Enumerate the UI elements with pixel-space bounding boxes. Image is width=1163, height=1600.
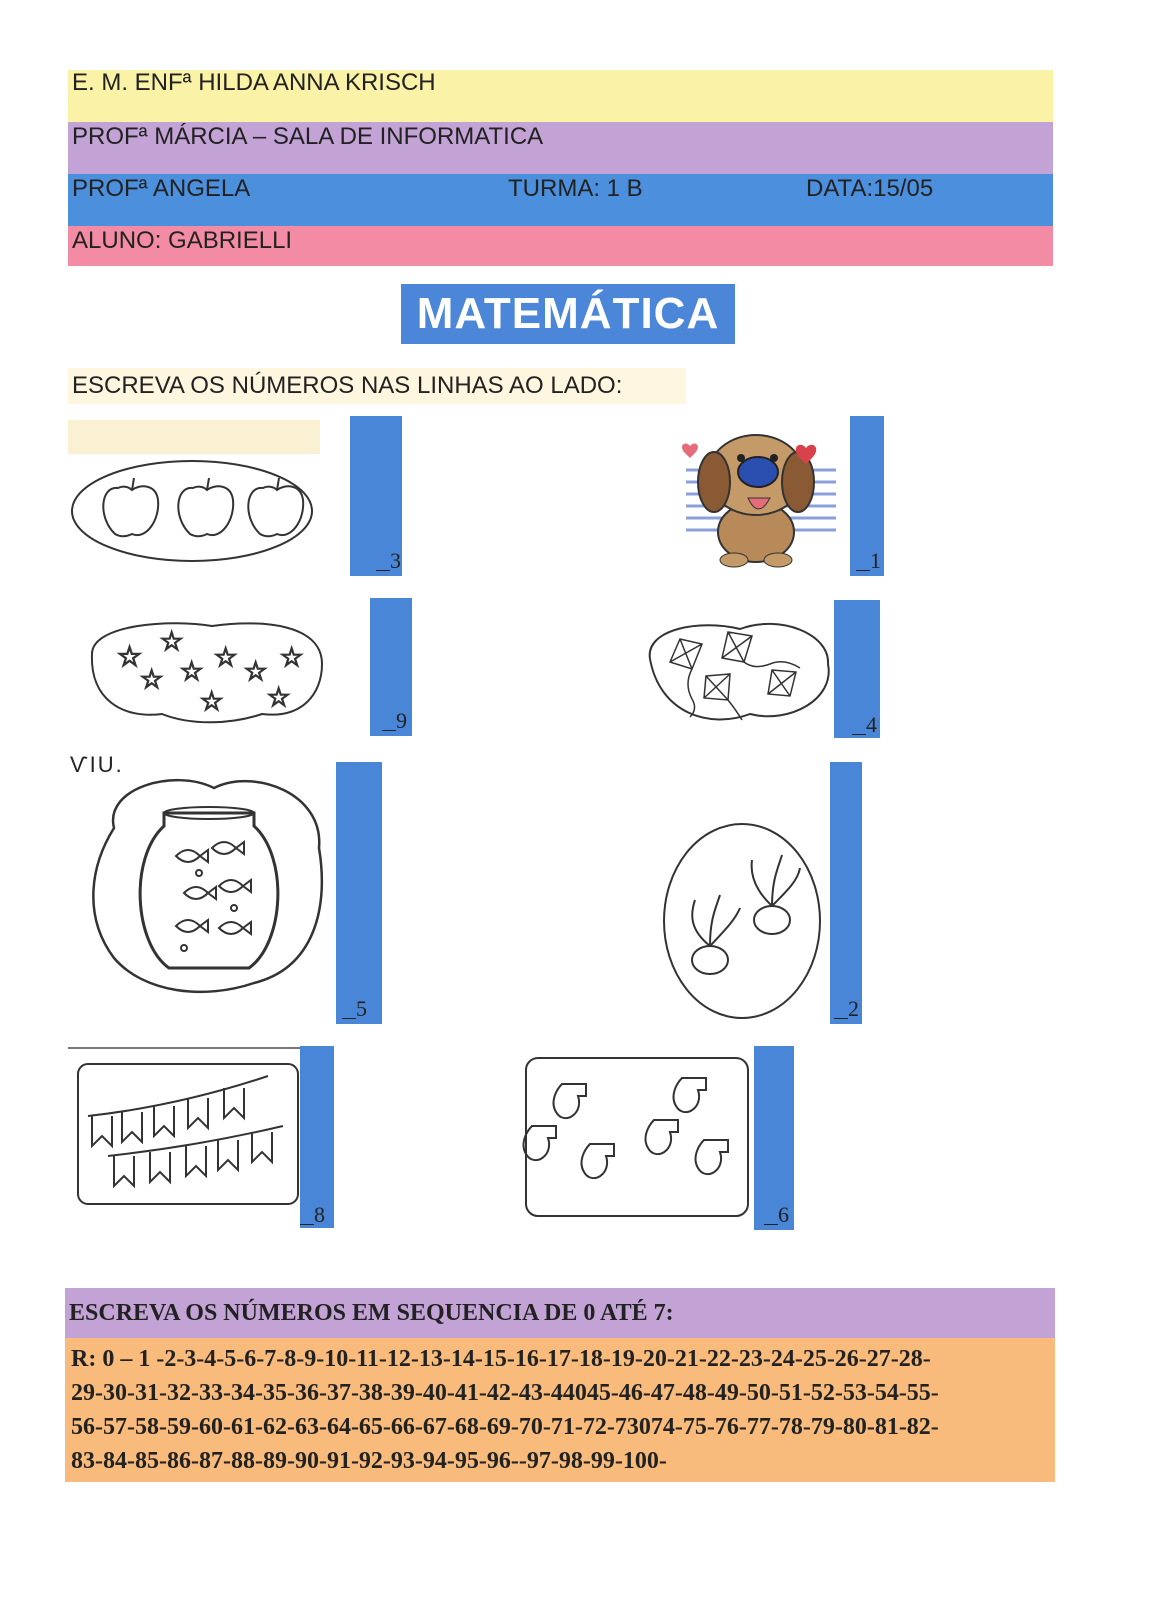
- teacher-name: PROFª ANGELA: [72, 175, 251, 202]
- whistles-picture: [522, 1054, 752, 1220]
- answer-7: 8: [314, 1202, 325, 1227]
- page-title: MATEMÁTICA: [401, 284, 735, 344]
- sequence-answer: [65, 1338, 1055, 1482]
- svg-text:☆: ☆: [214, 643, 238, 673]
- answer-6: 2: [848, 996, 859, 1021]
- answer-4: 4: [866, 712, 877, 737]
- svg-text:☆: ☆: [267, 683, 291, 713]
- answer-3: 9: [396, 708, 407, 733]
- svg-text:☆: ☆: [244, 657, 268, 687]
- svg-text:☆: ☆: [117, 640, 143, 673]
- kites-picture: [640, 614, 832, 734]
- pale-band: [68, 420, 320, 454]
- answer-1: 3: [390, 548, 401, 573]
- answer-line: 29-30-31-32-33-34-35-36-37-38-39-40-41-42-43-44045-46-47-48-49-50-51-52-53-54-55-: [71, 1380, 939, 1406]
- class-label: TURMA: 1 B: [508, 175, 643, 202]
- student-name: ALUNO: GABRIELLI: [68, 226, 1053, 266]
- instruction: ESCREVA OS NÚMEROS NAS LINHAS AO LADO:: [68, 368, 686, 404]
- stars-picture: [82, 614, 332, 734]
- dog-picture: [676, 420, 836, 570]
- fish-bowl-picture: [84, 768, 334, 998]
- answer-line: 56-57-58-59-60-61-62-63-64-65-66-67-68-69-70-71-72-73074-75-76-77-78-79-80-81-82-: [71, 1414, 939, 1440]
- teacher-row: [68, 174, 1053, 226]
- svg-text:☆: ☆: [140, 665, 164, 695]
- radishes-picture: [660, 820, 828, 1022]
- answer-line: 83-84-85-86-87-88-89-90-91-92-93-94-95-96--97-98-99-100-: [71, 1448, 667, 1474]
- flags-picture: [68, 1046, 304, 1226]
- answer-box-6[interactable]: [830, 762, 862, 1024]
- sequence-question: ESCREVA OS NÚMEROS EM SEQUENCIA DE 0 ATÉ 7:: [65, 1288, 1055, 1338]
- answer-5: 5: [356, 996, 367, 1021]
- svg-text:☆: ☆: [280, 643, 304, 673]
- answer-box-7[interactable]: [300, 1046, 334, 1228]
- answer-box-5[interactable]: [336, 762, 382, 1024]
- school-name: E. M. ENFª HILDA ANNA KRISCH: [68, 70, 1053, 122]
- answer-8: 6: [778, 1202, 789, 1227]
- date-label: DATA:15/05: [806, 175, 934, 202]
- teacher-it: PROFª MÁRCIA – SALA DE INFORMATICA: [68, 122, 1053, 174]
- apples-picture: [70, 458, 320, 578]
- svg-text:☆: ☆: [160, 627, 184, 657]
- svg-text:☆: ☆: [180, 657, 204, 687]
- svg-text:☆: ☆: [200, 687, 224, 717]
- answer-2: 1: [870, 548, 881, 573]
- answer-line: R: 0 – 1 -2-3-4-5-6-7-8-9-10-11-12-13-14-15-16-17-18-19-20-21-22-23-24-25-26-27-28-: [71, 1346, 931, 1372]
- cut-text-fragment: ѴIU.: [70, 752, 124, 777]
